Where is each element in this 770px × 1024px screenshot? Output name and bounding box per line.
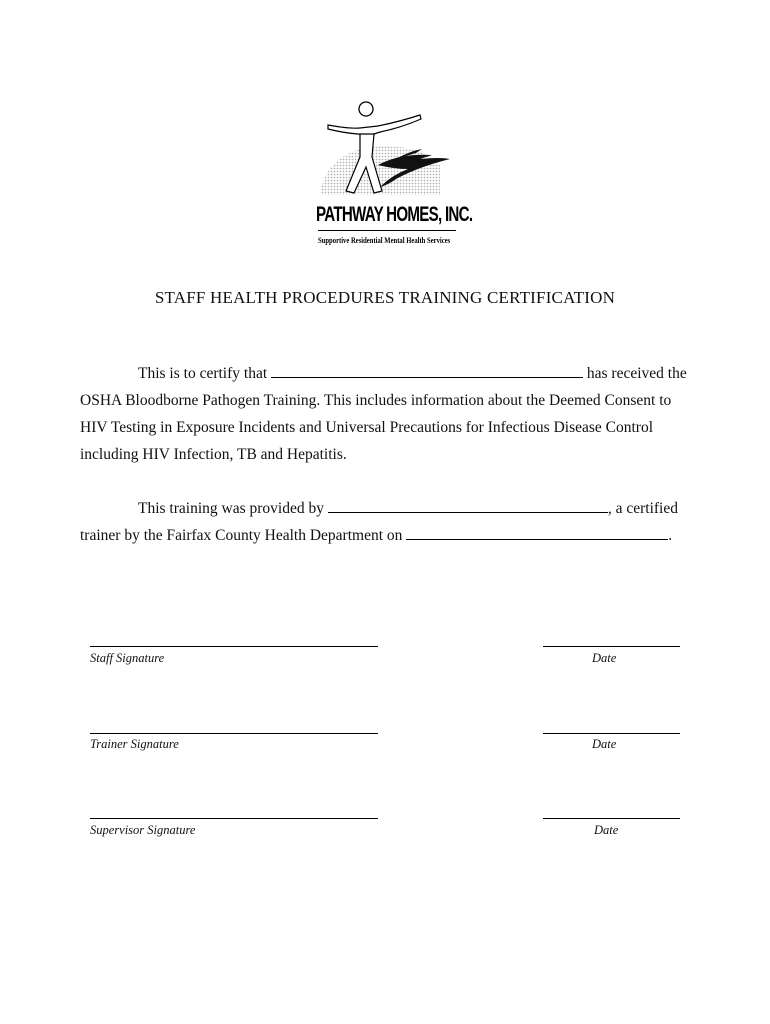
trainer-date-label: Date [592, 737, 617, 751]
pathway-homes-logo [300, 95, 473, 255]
certify-paragraph [80, 360, 687, 468]
trainer-signature-line[interactable] [90, 733, 378, 734]
trainer-text-end: , a certified [607, 500, 678, 517]
supervisor-signature-label: Supervisor Signature [90, 823, 196, 837]
staff-date-line[interactable] [543, 646, 680, 647]
supervisor-date-label: Date [594, 823, 619, 837]
trainer-name-field[interactable] [328, 498, 608, 513]
staff-signature-line[interactable] [90, 646, 378, 647]
certify-line-4: including HIV Infection, TB and Hepatitis. [80, 446, 347, 463]
training-date-end: . [668, 527, 673, 544]
employee-name-field[interactable] [271, 363, 583, 378]
trainer-date-line[interactable] [543, 733, 680, 734]
trainer-line-2 [80, 522, 680, 549]
logo-divider [318, 230, 456, 231]
certify-line-3: HIV Testing in Exposure Incidents and Universal Precautions for Infectious Disease Control [80, 419, 654, 436]
trainer-paragraph [80, 495, 680, 549]
trainer-text-start: This training was provided by [138, 500, 324, 517]
trainer-line-1 [80, 495, 680, 522]
staff-date-label: Date [592, 651, 617, 665]
trainer-signature-label: Trainer Signature [90, 737, 179, 751]
certify-text-end: has received the [586, 365, 687, 382]
certify-line-1 [80, 360, 687, 387]
certify-line-2: OSHA Bloodborne Pathogen Training. This includes information about the Deemed Consent to [80, 392, 672, 409]
training-date-text: trainer by the Fairfax County Health Department on [80, 527, 403, 544]
logo-company-name: PATHWAY HOMES, INC. [316, 203, 473, 226]
figure-icon [300, 95, 470, 205]
logo-tagline: Supportive Residential Mental Health Services [318, 235, 451, 245]
staff-signature-label: Staff Signature [90, 651, 165, 665]
document-title: STAFF HEALTH PROCEDURES TRAINING CERTIFICATION [154, 288, 616, 307]
supervisor-date-line[interactable] [543, 818, 680, 819]
certify-text-start: This is to certify that [138, 365, 268, 382]
supervisor-signature-line[interactable] [90, 818, 378, 819]
training-date-field[interactable] [406, 525, 668, 540]
